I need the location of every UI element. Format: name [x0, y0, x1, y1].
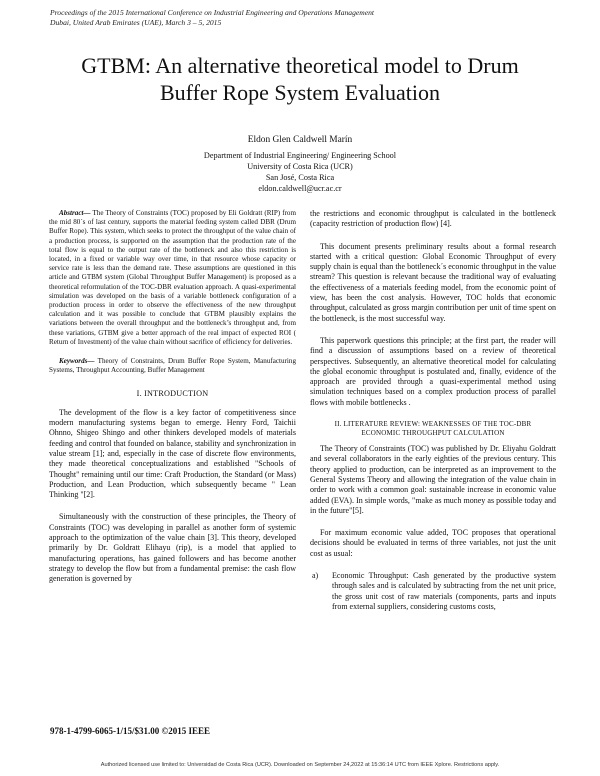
list-item-marker: a) — [312, 571, 319, 581]
conference-header-line1: Proceedings of the 2015 International Conference on Industrial Engineering and Operations Management — [50, 8, 375, 17]
literature-paragraph-1: The Theory of Constraints (TOC) was published by Dr. Eliyahu Goldratt and several collaborators in the early eighties of the previous century. This theory applied to production, can be interpreted as an improvement to the General Systems Theory and allowing the integration of the value chain in order to work with a common goal: sustainable increase in economic value added (EVA). In simple words, "make as much money as possible today and in the future"[5]. — [310, 444, 556, 515]
list-item — [310, 571, 556, 612]
right-paragraph-2: This paperwork questions this principle; at the first part, the reader will find a discussion of assumptions based on a review of theoretical perspectives. Subsequently, an alternative theoretical model for calculating the global economic throughput is postulated and, finally, evidence of the approach are provided through a quasi-experimental method using simulation techniques based on a complex production process of parallel flows with mobile bottlenecks . — [310, 335, 556, 407]
list-item-text: Economic Throughput: Cash generated by the productive system through sales and is calculated by subtracting from the net unit price, the gross unit cost of raw materials (components, parts and inputs from external suppliers, considering customs costs, — [332, 571, 556, 611]
keywords-label: Keywords— — [59, 357, 95, 366]
left-column — [49, 209, 296, 597]
paper-title-line1: GTBM: An alternative theoretical model to Drum — [81, 53, 519, 78]
literature-paragraph-2: For maximum economic value added, TOC proposes that operational decisions should be evaluated in terms of three variables, not just the unit cost as usual: — [310, 528, 556, 558]
author-university: University of Costa Rica (UCR) — [247, 162, 353, 171]
section-heading-literature-line1: II. LITERATURE REVIEW: WEAKNESSES OF THE TOC-DBR — [334, 420, 532, 429]
paper-title — [40, 52, 560, 106]
section-heading-literature-line2: ECONOMIC THROUGHPUT CALCULATION — [361, 429, 505, 438]
author-department: Department of Industrial Engineering/ Engineering School — [203, 151, 397, 160]
author-name: Eldon Glen Caldwell Marín — [247, 135, 353, 145]
intro-paragraph-1: The development of the flow is a key factor of competitiveness since modern manufacturing systems began to emerge. Henry Ford, Taichii Ohnno, Shigeo Shingo and other thinkers developed models of materials feeding and control that founded on balance, stability and synchronization in value stream [1]; and, especially in the case of discrete flow environments, they made theoretical conceptualizations and established "Schools of Thought" remaining until our time: Craft Production, the Standard (or Mass) Production, and Lean Production, which subsequently became " Lean Thinking "[2]. — [49, 407, 296, 500]
abstract — [49, 209, 296, 347]
abstract-text: The Theory of Constraints (TOC) proposed by Eli Goldratt (RIP) from the mid 80´s of last century, supports the material feeding system called DBR (Drum Buffer Rope). This system, which seeks to protect the throughput of the value chain of a production process, is supported on the assumption that the production rate of the total flow is equal to the output rate of the bottleneck and also this restriction is located, in a fixed or variable way over time, in that resource whose capacity or service rate is less than the demand rate. These assumptions are questioned in this article and GTBM system (Global Throughput Buffer Management) is proposed as a theoretical reformulation of the TOC-DBR evaluation approach. A quasi-experimental simulation was developed on the basis of a variable bottleneck configuration of a production process in order to observe the effectiveness of the new throughput calculation and it was possible to conclude that GTBM plausibly explains the variations between the overall throughput and the bottleneck’s throughput and, from these variations, GTBM give a better approach of the real impact of expected ROI ( Return of Investment) of the value chain without sacrifice of efficiency for deliveries. — [49, 209, 296, 346]
author-city: San José, Costa Rica — [265, 173, 335, 182]
author-email: eldon.caldwell@ucr.ac.cr — [258, 184, 342, 193]
author-block — [100, 135, 500, 194]
intro-paragraph-2: Simultaneously with the construction of these principles, the Theory of Constraints (TOC) was developing in parallel as another form of systemic approach to the optimization of the value chain [3]. This theory, developed primarily by Dr. Goldratt Elihayu (rip), is a model that applied to manufacturing operations, has gained followers and has become another strategy to develop the flow but from a fundamental premise: the cash flow generation is governed by — [49, 512, 296, 584]
copyright-footer: 978-1-4799-6065-1/15/$31.00 ©2015 IEEE — [50, 726, 210, 736]
paper-title-line2: Buffer Rope System Evaluation — [159, 80, 441, 105]
conference-header — [50, 8, 550, 28]
right-paragraph-1: This document presents preliminary results about a formal research started with a critical question: Global Economic Throughput of every supply chain is equal than the bottleneck´s economic throughput in the value stream? This question is relevant because the traditional way of evaluating the effectiveness of a materials feeding model, from the economic point of view, has been the cost analysis. However, TOC holds that economic throughput, calculated as gross margin contribution per unit of time spent on the bottleneck, is the most successful way. — [310, 241, 556, 323]
conference-header-line2: Dubai, United Arab Emirates (UAE), March 3 – 5, 2015 — [50, 18, 222, 27]
section-heading-literature-review — [310, 420, 556, 438]
keywords-text: Theory of Constraints, Drum Buffer Rope System, Manufacturing Systems, Throughput Accounting, Buffer Management — [49, 357, 296, 375]
right-column — [310, 209, 556, 612]
section-heading-introduction: I. INTRODUCTION — [136, 389, 209, 399]
abstract-label: Abstract— — [59, 209, 91, 217]
right-paragraph-continuation: the restrictions and economic throughput is calculated in the bottleneck (capacity restriction of production flow) [4]. — [310, 209, 556, 229]
keywords — [49, 357, 296, 375]
license-notice: Authorized licensed use limited to: Universidad de Costa Rica (UCR). Downloaded on September 24,2022 at 15:36:14 UTC from IEEE Xplore. Restrictions apply. — [100, 762, 500, 768]
